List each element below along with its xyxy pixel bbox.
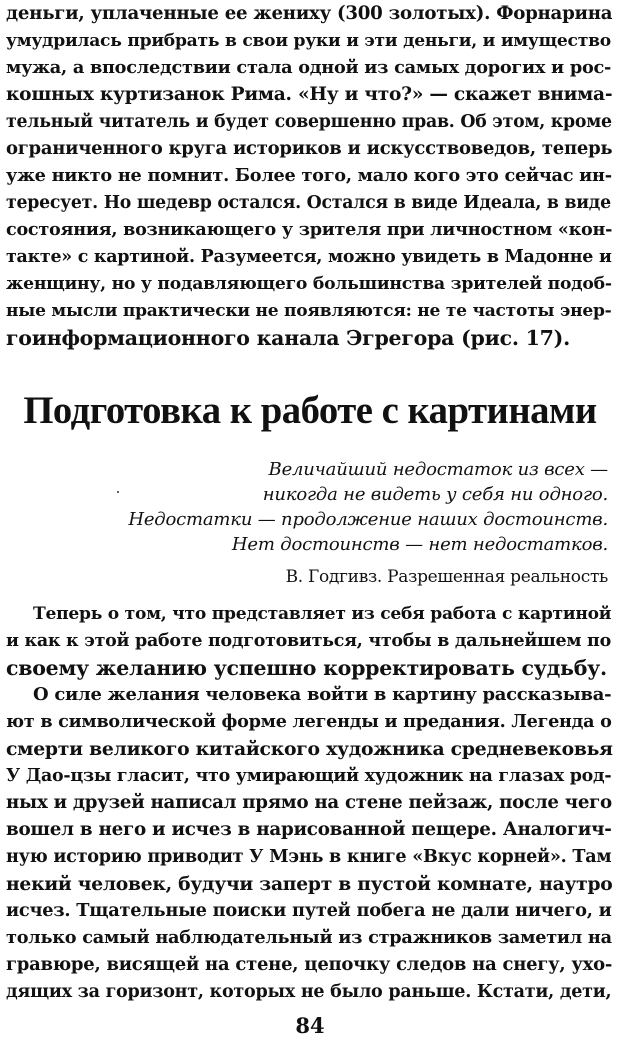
text-line: и как к этой работе подготовиться, чтобы в дальнейшем по xyxy=(6,631,611,651)
text-line: смерти великого китайского художника средневековья xyxy=(6,738,613,760)
text-line: ные мысли практически не появляются: не те частоты энер- xyxy=(6,301,612,321)
text-line: гоинформационного канала Эгрегора (рис. 17). xyxy=(6,326,570,350)
epigraph-line: Величайший недостаток из всех — xyxy=(268,459,608,480)
text-line: мужа, а впоследствии стала одной из самых дорогих и рос- xyxy=(6,57,612,78)
text-line: женщину, но у подавляющего большинства зрителей подоб- xyxy=(6,274,612,294)
text-line: умудрилась прибрать в свои руки и эти деньги, и имущество xyxy=(6,31,611,51)
text-line: состояния, возникающего у зрителя при личностном «кон- xyxy=(6,219,613,240)
text-line: вошел в него и исчез в нарисованной пещере. Аналогич- xyxy=(6,819,612,840)
print-speck xyxy=(117,491,119,493)
text-line: гравюре, висящей на стене, цепочку следов на снегу, ухо- xyxy=(6,954,613,975)
text-line: О силе желания человека войти в картину рассказыва- xyxy=(33,684,612,705)
text-line: уже никто не помнит. Более того, мало кого это сейчас ин- xyxy=(6,165,612,186)
epigraph-source: В. Годгивз. Разрешенная реальность xyxy=(285,567,608,587)
text-line: тельный читатель и будет совершенно прав. Об этом, кроме xyxy=(6,112,612,132)
epigraph-line: никогда не видеть у себя ни одного. xyxy=(262,484,608,505)
text-line: исчез. Тщательные поиски путей побега не дали ничего, и xyxy=(6,900,612,921)
text-line: некий человек, будучи заперт в пустой комнате, наутро xyxy=(6,873,613,895)
text-line: Теперь о том, что представляет из себя работа с картиной xyxy=(33,604,612,624)
page-number: 84 xyxy=(295,1013,325,1038)
text-line: своему желанию успешно корректировать судьбу. xyxy=(6,656,607,680)
text-line: ограниченного круга историков и искусствоведов, теперь xyxy=(6,138,613,159)
epigraph-line: Нет достоинств — нет недостатков. xyxy=(231,534,608,555)
section-heading: Подготовка к работе с картинами xyxy=(23,390,597,432)
epigraph-line: Недостатки — продолжение наших достоинств. xyxy=(128,509,608,530)
text-line: тересует. Но шедевр остался. Остался в виде Идеала, в виде xyxy=(6,193,611,213)
text-line: только самый наблюдательный из стражников заметил на xyxy=(6,927,612,948)
text-line: ную историю приводит У Мэнь в книге «Вкус корней». Там xyxy=(6,846,612,867)
text-line: такте» с картиной. Разумеется, можно увидеть в Мадонне и xyxy=(6,247,612,267)
text-line: У Дао-цзы гласит, что умирающий художник на глазах род- xyxy=(6,766,612,786)
text-line: ных и друзей написал прямо на стене пейзаж, после чего xyxy=(6,792,612,813)
text-line: кошных куртизанок Рима. «Ну и что?» — скажет внима- xyxy=(6,84,613,105)
text-line: ют в символической форме легенды и предания. Легенда о xyxy=(6,711,612,732)
text-line: деньги, уплаченные ее жениху (300 золотых). Форнарина xyxy=(6,3,613,24)
text-line: дящих за горизонт, которых не было раньше. Кстати, дети, xyxy=(6,982,612,1002)
